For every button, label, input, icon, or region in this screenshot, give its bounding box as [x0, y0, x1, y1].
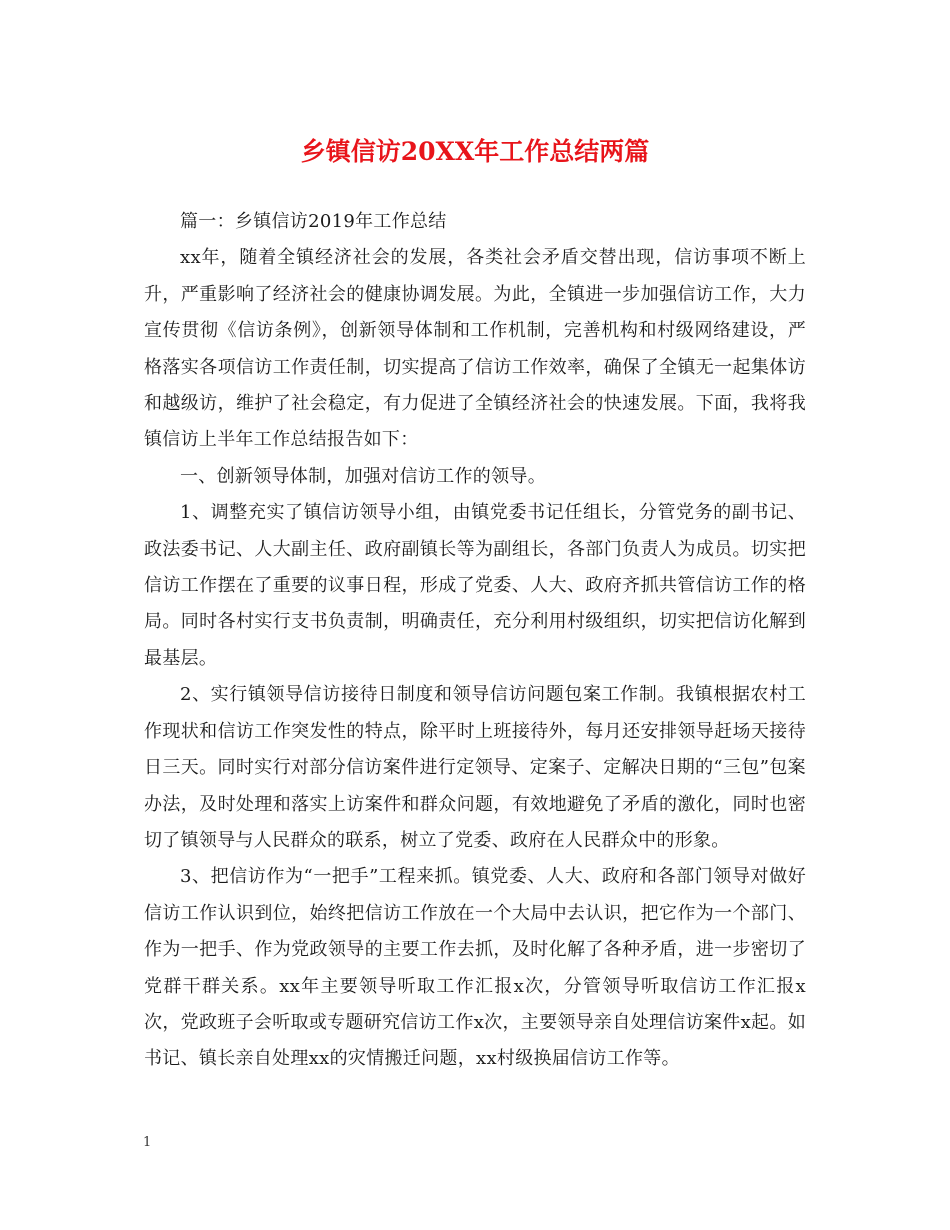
section-heading: 篇一：乡镇信访2019年工作总结: [180, 211, 447, 232]
body-paragraph: 3、把信访作为“一把手”工程来抓。镇党委、人大、政府和各部门领导对做好信访工作认识到位，始终把信访工作放在一个大局中去认识，把它作为一个部门、作为一把手、作为党政领导的主要工作去抓，及时化解了各种矛盾，进一步密切了党群干群关系。xx年主要领导听取工作汇报x次，分管领导听取信访工作汇报x次，党政班子会听取或专题研究信访工作x次，主要领导亲自处理信访案件x起。如书记、镇长亲自处理xx的灾情搬迁问题，xx村级换届信访工作等。: [144, 866, 806, 1070]
body-paragraph: 2、实行镇领导信访接待日制度和领导信访问题包案工作制。我镇根据农村工作现状和信访工作突发性的特点，除平时上班接待外，每月还安排领导赶场天接待日三天。同时实行对部分信访案件进行定领导、定案子、定解决日期的“三包”包案办法，及时处理和落实上访案件和群众问题，有效地避免了矛盾的激化，同时也密切了镇领导与人民群众的联系，树立了党委、政府在人民群众中的形象。: [144, 684, 806, 851]
page-number: 1: [143, 1135, 152, 1150]
document-title: 乡镇信访20XX年工作总结两篇: [300, 137, 650, 166]
intro-paragraph: xx年，随着全镇经济社会的发展，各类社会矛盾交替出现，信访事项不断上升，严重影响了经济社会的健康协调发展。为此，全镇进一步加强信访工作，大力宣传贯彻《信访条例》，创新领导体制和工作机制，完善机构和村级网络建设，严格落实各项信访工作责任制，切实提高了信访工作效率，确保了全镇无一起集体访和越级访，维护了社会稳定，有力促进了全镇经济社会的快速发展。下面，我将我镇信访上半年工作总结报告如下：: [144, 247, 806, 451]
subsection-heading: 一、创新领导体制，加强对信访工作的领导。: [180, 465, 546, 487]
document-body: [144, 204, 806, 1078]
body-paragraph: 1、调整充实了镇信访领导小组，由镇党委书记任组长，分管党务的副书记、政法委书记、人大副主任、政府副镇长等为副组长，各部门负责人为成员。切实把信访工作摆在了重要的议事日程，形成了党委、人大、政府齐抓共管信访工作的格局。同时各村实行支书负责制，明确责任，充分利用村级组织，切实把信访化解到最基层。: [144, 502, 806, 669]
